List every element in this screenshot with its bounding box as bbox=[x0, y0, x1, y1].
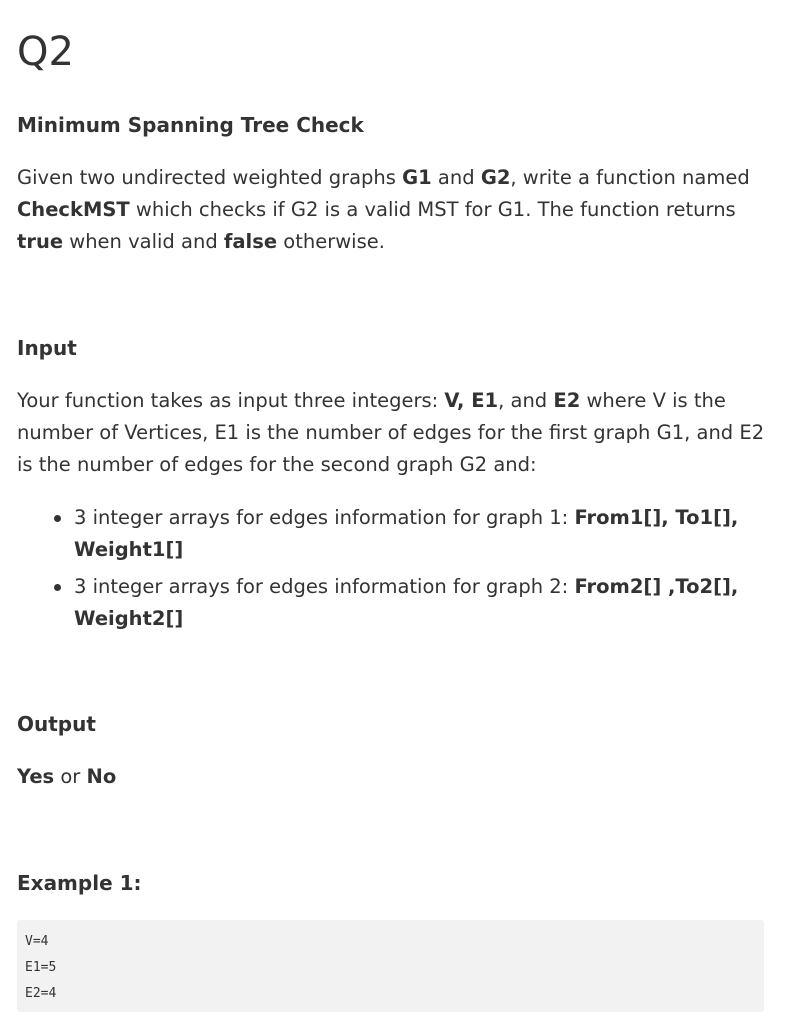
intro-g2: G2 bbox=[480, 166, 511, 189]
intro-text-6: otherwise. bbox=[277, 230, 385, 253]
intro-text-2: and bbox=[431, 166, 481, 189]
bullet-text: 3 integer arrays for edges information for graph 2: bbox=[74, 575, 575, 598]
problem-description bbox=[17, 162, 769, 258]
intro-false: false bbox=[223, 230, 278, 253]
output-no: No bbox=[86, 765, 117, 788]
list-item bbox=[17, 571, 754, 635]
bullet-arrays: From2[] ,To2[], Weight2[] bbox=[74, 575, 739, 630]
example-heading: Example 1: bbox=[17, 871, 142, 895]
code-line: E1=5 bbox=[25, 960, 57, 975]
output-heading: Output bbox=[17, 712, 96, 736]
question-number: Q2 bbox=[17, 29, 74, 75]
input-e2: E2 bbox=[553, 389, 581, 412]
intro-text-5: when valid and bbox=[63, 230, 224, 253]
example-code-block bbox=[17, 920, 764, 1012]
intro-text-3: , write a function named bbox=[510, 166, 750, 189]
code-line: V=4 bbox=[25, 934, 49, 949]
output-or: or bbox=[54, 765, 87, 788]
input-text-2: , and bbox=[498, 389, 554, 412]
code-line: E2=4 bbox=[25, 986, 57, 1001]
input-text-3: where V is the number of Vertices, E1 is the number of edges for the first graph G1, and E2 is the number of edges for the second graph G2 and: bbox=[17, 389, 765, 476]
intro-function-name: CheckMST bbox=[17, 198, 130, 221]
bullet-text: 3 integer arrays for edges information for graph 1: bbox=[74, 506, 575, 529]
input-vars: V, E1 bbox=[444, 389, 499, 412]
input-text-1: Your function takes as input three integers: bbox=[17, 389, 445, 412]
problem-title: Minimum Spanning Tree Check bbox=[17, 113, 364, 137]
output-yes: Yes bbox=[17, 765, 55, 788]
input-heading: Input bbox=[17, 336, 77, 360]
intro-true: true bbox=[17, 230, 64, 253]
intro-text-1: Given two undirected weighted graphs bbox=[17, 166, 403, 189]
list-item bbox=[17, 502, 754, 566]
output-description bbox=[17, 761, 769, 793]
intro-g1: G1 bbox=[402, 166, 432, 189]
intro-text-4: which checks if G2 is a valid MST for G1. The function returns bbox=[129, 198, 736, 221]
input-arrays-list bbox=[17, 502, 769, 640]
input-description bbox=[17, 385, 769, 481]
bullet-arrays: From1[], To1[], Weight1[] bbox=[74, 506, 739, 561]
